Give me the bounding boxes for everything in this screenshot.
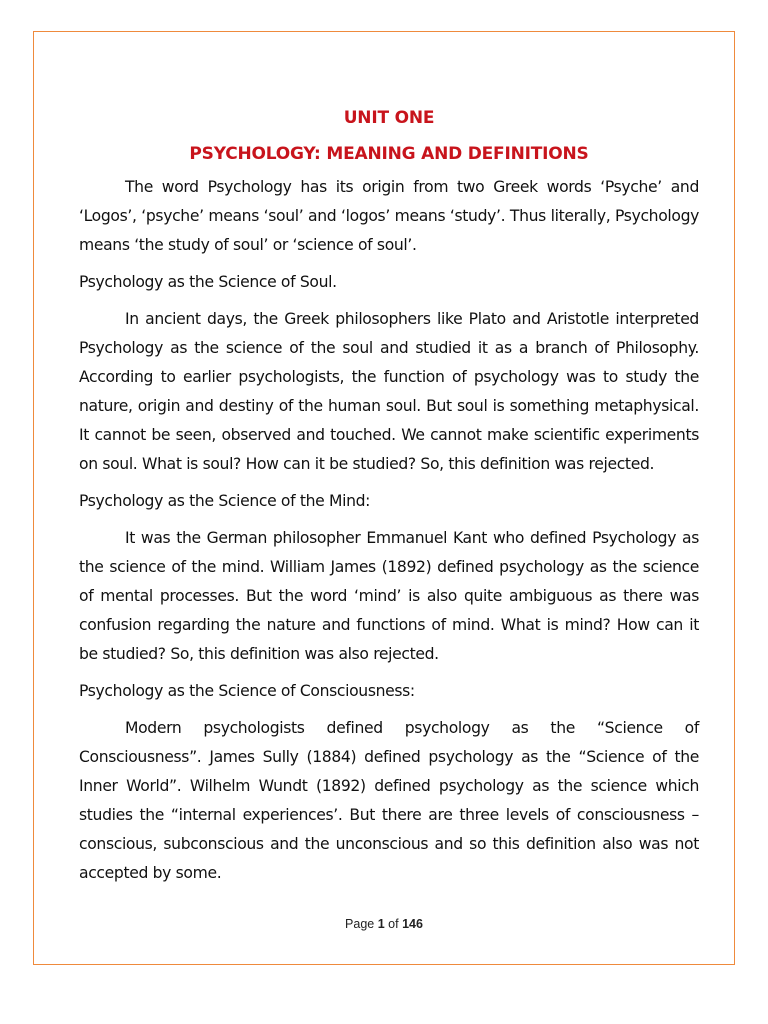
main-title: PSYCHOLOGY: MEANING AND DEFINITIONS xyxy=(189,144,589,164)
intro-paragraph: The word Psychology has its origin from two Greek words ‘Psyche’ and ‘Logos’, ‘psyche’ means ‘soul’ and ‘logos’ means ‘study’. Thus literally, Psychology means ‘the study of soul’ or ‘science of soul’. xyxy=(79,178,699,254)
current-page-number: 1 xyxy=(377,917,385,931)
total-pages-number: 146 xyxy=(402,917,423,931)
section-heading-mind: Psychology as the Science of the Mind: xyxy=(79,492,371,510)
page-word: Page xyxy=(345,917,375,931)
unit-title: UNIT ONE xyxy=(343,108,435,128)
section-paragraph-soul: In ancient days, the Greek philosophers like Plato and Aristotle interpreted Psychology as the science of the soul and studied it as a branch of Philosophy. According to earlier psychologists, the function of psychology was to study the nature, origin and destiny of the human soul. But soul is something metaphysical. It cannot be seen, observed and touched. We cannot make scientific experiments on soul. What is soul? How can it be studied? So, this definition was rejected. xyxy=(79,310,699,473)
page-footer xyxy=(0,917,768,931)
of-word: of xyxy=(388,917,399,931)
document-body xyxy=(79,100,699,896)
section-paragraph-mind: It was the German philosopher Emmanuel Kant who defined Psychology as the science of the mind. William James (1892) defined psychology as the science of mental processes. But the word ‘mind’ is also quite ambiguous as there was confusion regarding the nature and functions of mind. What is mind? How can it be studied? So, this definition was also rejected. xyxy=(79,529,699,663)
section-heading-soul: Psychology as the Science of Soul. xyxy=(79,273,337,291)
section-heading-consciousness: Psychology as the Science of Consciousness: xyxy=(79,682,415,700)
section-paragraph-consciousness: Modern psychologists defined psychology as the “Science of Consciousness”. James Sully (1884) defined psychology as the “Science of the Inner World”. Wilhelm Wundt (1892) defined psychology as the science which studies the “internal experiences’. But there are three levels of consciousness – conscious, subconscious and the unconscious and so this definition also was not accepted by some. xyxy=(79,719,699,882)
